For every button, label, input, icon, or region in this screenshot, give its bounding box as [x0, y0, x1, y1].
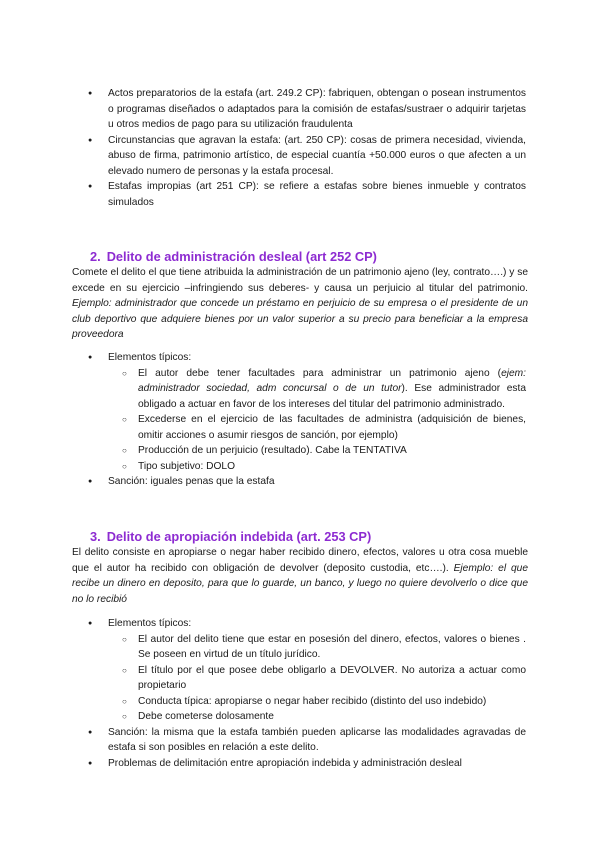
list-item: ● Sanción: iguales penas que la estafa [84, 474, 526, 490]
list-item [120, 366, 526, 413]
intro-bullet-list [84, 86, 526, 210]
element-text: ). Ese administrador esta obligado a actuar en favor de los intereses del titular del patrimonio administrado. [138, 383, 526, 410]
list-item: ○ Excederse en el ejercicio de las facultades de administra (adquisición de bienes, omitir acciones o asumir riesgos de sanción, por ejemplo) [120, 412, 526, 443]
section-3-elements-label: Elementos típicos: [108, 618, 192, 629]
section-3-number: 3. [90, 529, 101, 544]
element-example: ejem: administrador sociedad, adm concursal o de un tutor [138, 367, 526, 394]
list-item: ○ Conducta típica: apropiarse o negar haber recibido (distinto del uso indebido) [120, 694, 526, 710]
section-2-text: Comete el delito el que tiene atribuida la administración de un patrimonio ajeno (ley, contrato….) y se excede en su ejercicio –infringiendo sus deberes- y causa un perjuicio al titular del patrimonio. [72, 267, 528, 294]
section-3-paragraph [72, 545, 528, 607]
section-3-text: El delito consiste en apropiarse o negar haber recibido dinero, efectos, valores u otra cosa mueble que el autor ha recibido con obligación de devolver (deposito custodia, etc….). [72, 547, 528, 574]
list-item: ● Estafas impropias (art 251 CP): se refiere a estafas sobre bienes inmueble y contratos simulados [84, 179, 526, 210]
element-text: El autor debe tener facultades para administrar un patrimonio ajeno ( [138, 367, 502, 379]
section-3-elements-list [84, 632, 526, 725]
list-item: ● Sanción: la misma que la estafa también pueden aplicarse las modalidades agravadas de estafa si son posibles en relación a este delito. [84, 725, 526, 756]
list-item: ● Circunstancias que agravan la estafa: (art. 250 CP): cosas de primera necesidad, vivienda, abuso de firma, patrimonio artístico, de especial cuantía +50.000 euros o que afecten a un elevado numero de personas y la estafa procesal. [84, 133, 526, 180]
list-item: ○ Debe cometerse dolosamente [120, 709, 526, 725]
list-item: ● Problemas de delimitación entre apropiación indebida y administración desleal [84, 756, 526, 772]
section-3-example: Ejemplo: el que recibe un dinero en deposito, para que lo guarde, un banco, y luego no quiere devolverlo o dice que no lo recibió [72, 562, 528, 605]
list-item: ○ Tipo subjetivo: DOLO [120, 459, 526, 475]
list-item: ○ Producción de un perjuicio (resultado). Cabe la TENTATIVA [120, 443, 526, 459]
section-2-elements-label: Elementos típicos: [108, 352, 192, 363]
section-2-number: 2. [90, 249, 101, 264]
section-2-elements-list [84, 366, 526, 475]
section-2-bullet-list [84, 350, 526, 490]
section-2-title: Delito de administración desleal (art 252 CP) [106, 249, 377, 264]
section-3-bullet-list [84, 616, 526, 771]
section-2-example: Ejemplo: administrador que concede un préstamo en perjuicio de su empresa o el presidente de un club deportivo que adquiere bienes por un valor superior a su precio para beneficiar a la empresa proveedora [72, 298, 528, 340]
list-item: ○ El autor del delito tiene que estar en posesión del dinero, efectos, valores o bienes . Se poseen en virtud de un título jurídico. [120, 632, 526, 663]
list-item: ● Actos preparatorios de la estafa (art. 249.2 CP): fabriquen, obtengan o posean instrumentos o programas diseñados o adaptados para la comisión de estafas/sustraer o adquirir tarjetas u otros medios de pago para su utilización fraudulenta [84, 86, 526, 133]
section-2-heading [90, 249, 377, 265]
list-item [84, 350, 526, 474]
section-2-paragraph [72, 265, 528, 343]
list-item [84, 616, 526, 725]
section-3-heading [90, 529, 371, 545]
section-3-title: Delito de apropiación indebida (art. 253 CP) [106, 529, 372, 544]
list-item: ○ El título por el que posee debe obligarlo a DEVOLVER. No autoriza a actuar como propietario [120, 663, 526, 694]
